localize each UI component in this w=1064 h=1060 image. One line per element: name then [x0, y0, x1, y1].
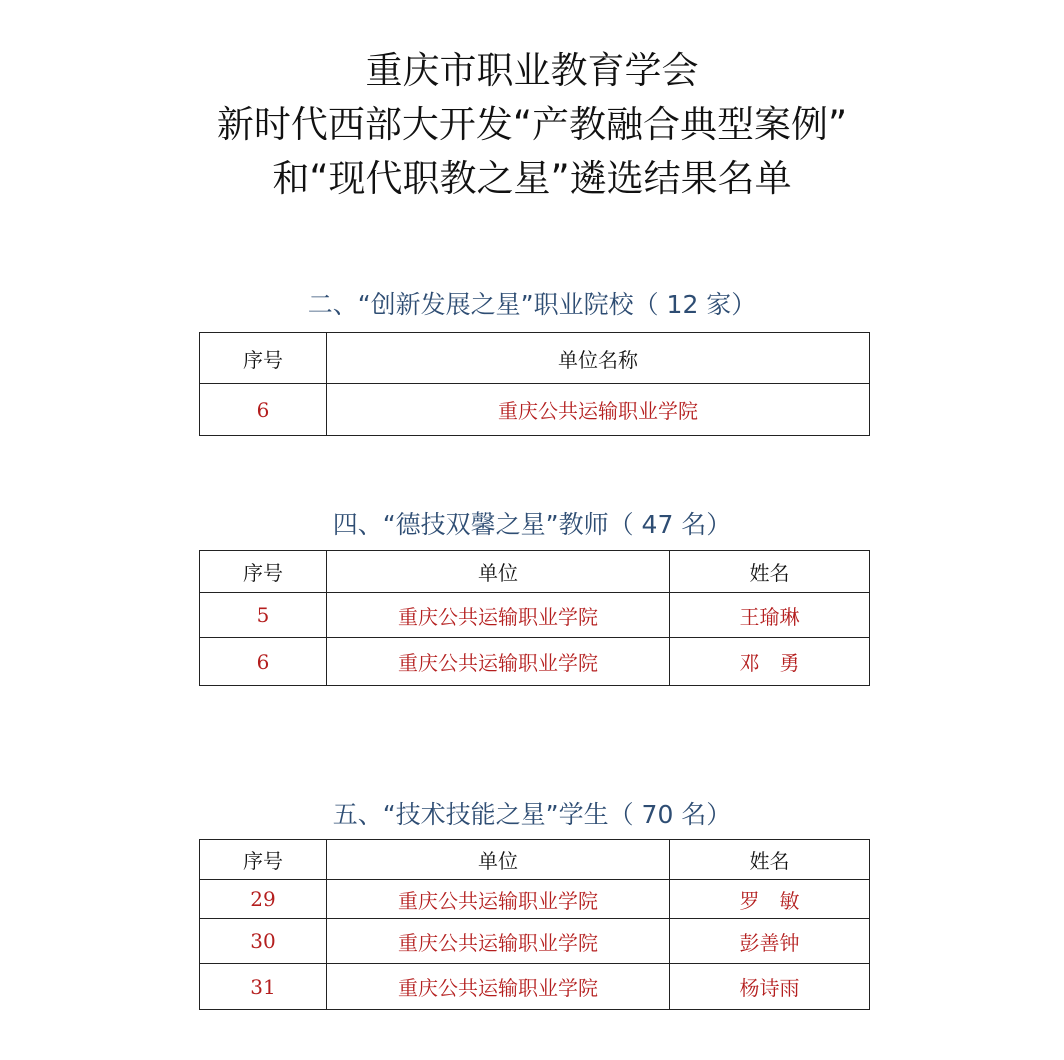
table-students: [199, 839, 870, 1010]
header-index: 序号: [200, 551, 327, 593]
header-name: 姓名: [670, 551, 870, 593]
table-row: [200, 384, 870, 436]
cell-unit: 重庆公共运输职业学院: [327, 964, 670, 1010]
cell-unit: 重庆公共运输职业学院: [327, 638, 670, 686]
table-innovation-schools: [199, 332, 870, 436]
table-header-row: [200, 333, 870, 384]
section-heading-teachers: 四、“德技双馨之星”教师（ 47 名）: [332, 510, 732, 539]
cell-index: 5: [200, 593, 327, 638]
cell-unit: 重庆公共运输职业学院: [327, 880, 670, 919]
cell-index: 30: [200, 919, 327, 964]
document-title: [0, 44, 1064, 206]
cell-name: 邓 勇: [670, 638, 870, 686]
cell-name: 罗 敏: [670, 880, 870, 919]
table-row: [200, 964, 870, 1010]
table-row: [200, 880, 870, 919]
cell-name: 王瑜琳: [670, 593, 870, 638]
cell-index: 31: [200, 964, 327, 1010]
header-unit: 单位: [327, 551, 670, 593]
table-row: [200, 919, 870, 964]
table-row: [200, 593, 870, 638]
cell-name: 彭善钟: [670, 919, 870, 964]
cell-index: 6: [200, 638, 327, 686]
cell-unit: 重庆公共运输职业学院: [327, 384, 870, 436]
section-heading-students: 五、“技术技能之星”学生（ 70 名）: [332, 800, 732, 829]
cell-name: 杨诗雨: [670, 964, 870, 1010]
table-teachers: [199, 550, 870, 686]
section-heading-innovation: 二、“创新发展之星”职业院校（ 12 家）: [307, 290, 757, 319]
header-unit-name: 单位名称: [327, 333, 870, 384]
cell-unit: 重庆公共运输职业学院: [327, 593, 670, 638]
header-unit: 单位: [327, 840, 670, 880]
header-index: 序号: [200, 840, 327, 880]
title-line-1: 重庆市职业教育学会: [365, 49, 699, 92]
cell-index: 29: [200, 880, 327, 919]
header-index: 序号: [200, 333, 327, 384]
cell-index: 6: [200, 384, 327, 436]
cell-unit: 重庆公共运输职业学院: [327, 919, 670, 964]
title-line-3: 和“现代职教之星”遴选结果名单: [272, 157, 792, 200]
header-name: 姓名: [670, 840, 870, 880]
table-row: [200, 638, 870, 686]
table-header-row: [200, 551, 870, 593]
title-line-2: 新时代西部大开发“产教融合典型案例”: [216, 103, 848, 146]
table-header-row: [200, 840, 870, 880]
